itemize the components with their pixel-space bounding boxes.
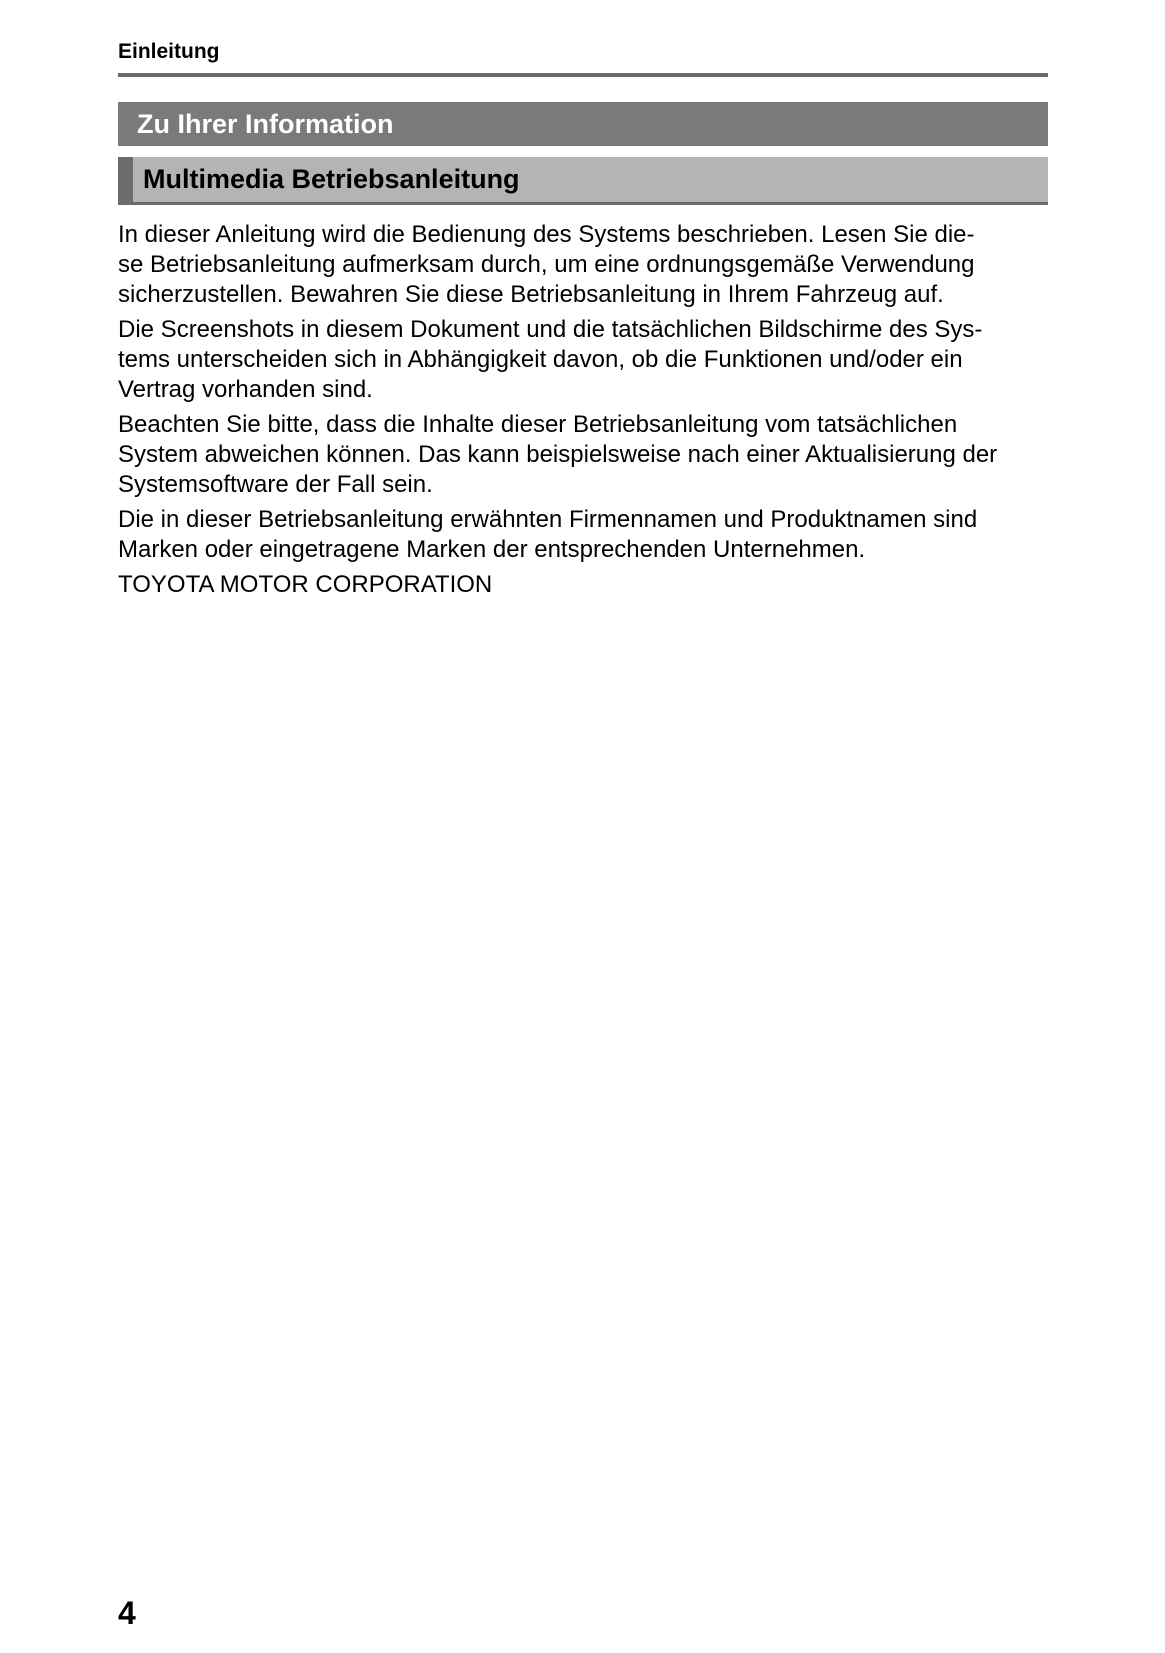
- section-title: Zu Ihrer Information: [137, 109, 394, 139]
- company-name: TOYOTA MOTOR CORPORATION: [118, 571, 493, 598]
- body-text: [118, 220, 1048, 600]
- paragraph-intro: In dieser Anleitung wird die Bedienung des Systems beschrieben. Lesen Sie die- se Betriebsanleitung aufmerksam durch, um eine ordnungsgemäße Verwendung sicherzustellen. Bewahren Sie diese Betriebsanleitung in Ihrem Fahrzeug auf.: [118, 221, 975, 308]
- running-header: Einleitung: [118, 40, 220, 63]
- subsection-marker: [118, 157, 133, 202]
- paragraph-trademarks: Die in dieser Betriebsanleitung erwähnten Firmennamen und Produktnamen sind Marken oder eingetragene Marken der entsprechenden Unternehmen.: [118, 506, 978, 563]
- paragraph-differences: Beachten Sie bitte, dass die Inhalte dieser Betriebsanleitung vom tatsächlichen System abweichen können. Das kann beispielsweise nach einer Aktualisierung der Systemsoftware der Fall sein.: [118, 411, 998, 498]
- subsection-title: Multimedia Betriebsanleitung: [143, 164, 520, 194]
- section-heading-bar: [118, 102, 1048, 146]
- page-number: 4: [118, 1595, 136, 1631]
- paragraph-screenshots: Die Screenshots in diesem Dokument und die tatsächlichen Bildschirme des Sys- tems unterscheiden sich in Abhängigkeit davon, ob die Funktionen und/oder ein Vertrag vorhanden sind.: [118, 316, 983, 403]
- subsection-heading-bar: [118, 157, 1048, 205]
- header-divider: [118, 73, 1048, 77]
